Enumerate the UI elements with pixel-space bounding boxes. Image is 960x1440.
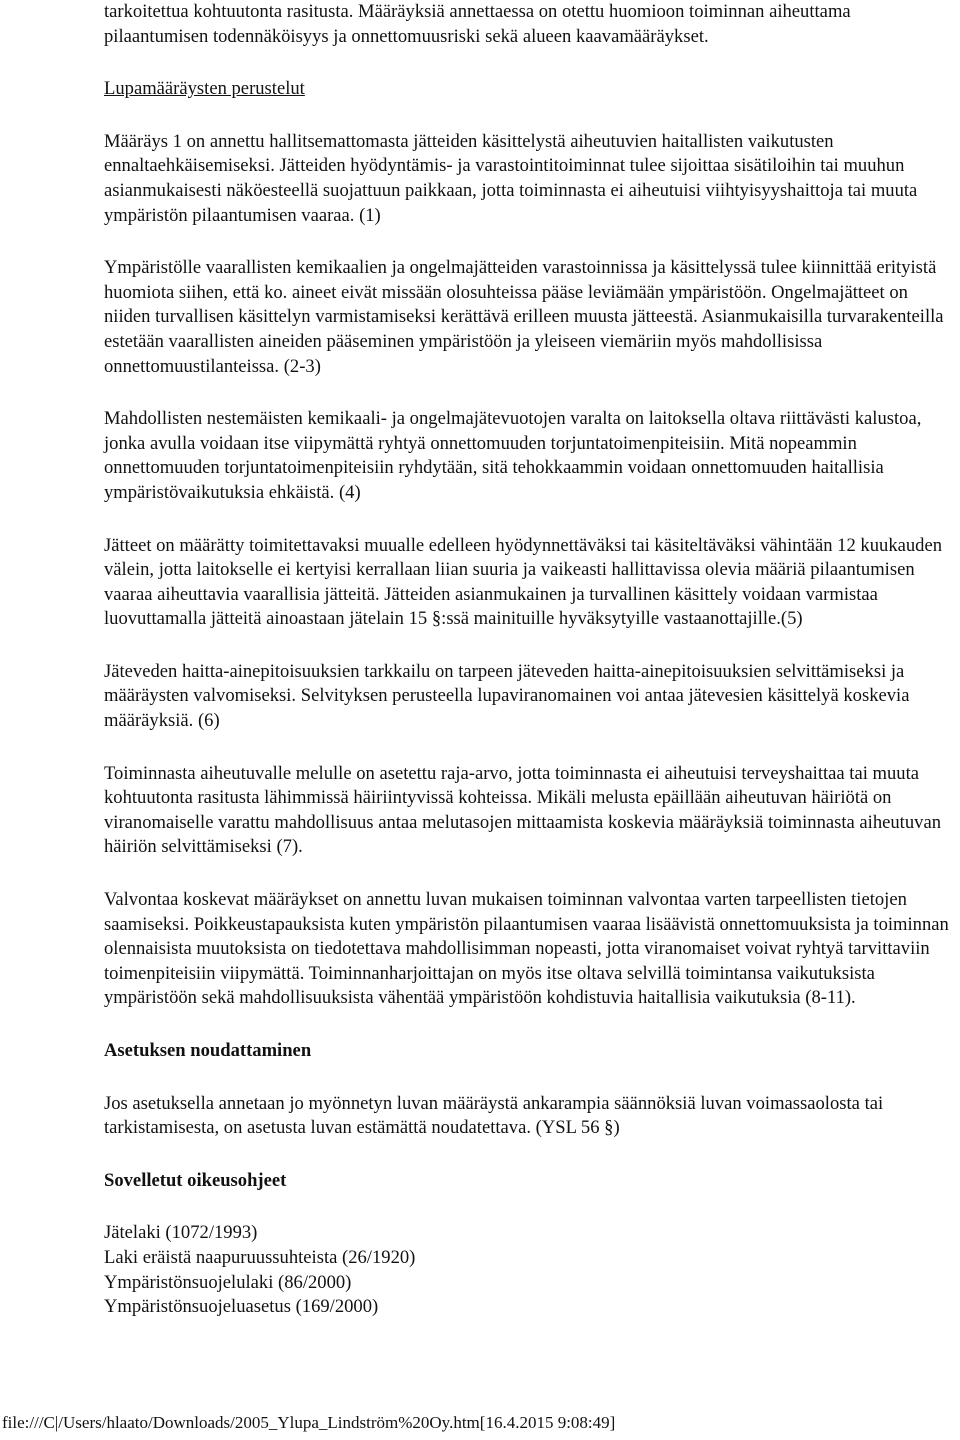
compliance-heading: Asetuksen noudattaminen xyxy=(104,1040,312,1061)
paragraph-2: Ympäristölle vaarallisten kemikaalien ja ongelmajätteiden varastoinnissa ja käsittelyssä tulee kiinnittää erityistä huomiota siihen, että ko. aineet eivät missään olosuhteissa pääse leviämään ympäristöön. Ongelmajätteet on niiden turvallisen käsittelyn varmistamiseksi kerättävä erilleen muusta jätteestä. Asianmukaisilla turvarakenteilla estetään vaarallisten aineiden pääseminen ympäristöön ja yleiseen viemäriin myös mahdollisissa onnettomuustilanteissa. (2-3) xyxy=(104,257,944,377)
document-page xyxy=(104,0,950,1320)
section-title: Lupamääräysten perustelut xyxy=(104,78,305,100)
legal-item: Ympäristönsuojeluasetus (169/2000) xyxy=(104,1296,379,1318)
legal-list xyxy=(104,1221,950,1319)
paragraph-1: Määräys 1 on annettu hallitsemattomasta jätteiden käsittelystä aiheutuvien haitallisten vaikutusten ennaltaehkäisemiseksi. Jätteiden hyödyntämis- ja varastointitoiminnat tulee sijoittaa sisätiloihin tai muuhun asianmukaisesti näköesteellä suojattuun paikkaan, jotta toiminnasta ei aiheutuisi viihtyisyyshaittoja tai muuta ympäristön pilaantumisen vaaraa. (1) xyxy=(104,130,918,226)
paragraph-3: Mahdollisten nestemäisten kemikaali- ja ongelmajätevuotojen varalta on laitoksella oltava riittävästi kalustoa, jonka avulla voidaan itse viipymättä ryhtyä onnettomuuden torjuntatoimenpiteisiin. Mitä nopeammin onnettomuuden torjuntatoimenpiteisiin ryhdytään, sitä tehokkaammin voidaan onnettomuuden haitallisia ympäristövaikutuksia ehkäistä. (4) xyxy=(104,408,922,503)
paragraph-6: Toiminnasta aiheutuvalle melulle on asetettu raja-arvo, jotta toiminnasta ei aiheutuisi terveyshaittaa tai muuta kohtuutonta rasitusta lähimmissä häiriintyvissä kohteissa. Mikäli melusta epäillään aiheutuvan häiriötä on viranomaiselle varattu mahdollisuus antaa melutasojen mittaamista koskevia määräyksiä toiminnasta aiheutuvan häiriön selvittämiseksi (7). xyxy=(104,762,941,858)
intro-continuation: tarkoitettua kohtuutonta rasitusta. Määräyksiä annettaessa on otettu huomioon toiminnan aiheuttama pilaantumisen todennäköisyys ja onnettomuusriski sekä alueen kaavamääräykset. xyxy=(104,1,851,47)
paragraph-5: Jäteveden haitta-ainepitoisuuksien tarkkailu on tarpeen jäteveden haitta-ainepitoisuuksien selvittämiseksi ja määräysten valvomiseksi. Selvityksen perusteella lupaviranomainen voi antaa jätevesien käsittelyä koskevia määräyksiä. (6) xyxy=(104,660,910,732)
paragraph-4: Jätteet on määrätty toimitettavaksi muualle edelleen hyödynnettäväksi tai käsiteltäväksi vähintään 12 kuukauden välein, jotta laitokselle ei kertyisi kerrallaan liian suuria ja vaikeasti hallittavissa olevia määriä pilaantumisen vaaraa aiheuttavia vaarallisia jätteitä. Jätteiden asianmukainen ja turvallinen käsittely voidaan varmistaa luovuttamalla jätteitä ainoastaan jätelain 15 §:ssä mainituille hyväksytyille vastaanottajille.(5) xyxy=(104,534,943,630)
legal-item: Ympäristönsuojelulaki (86/2000) xyxy=(104,1271,352,1293)
paragraph-7: Valvontaa koskevat määräykset on annettu luvan mukaisen toiminnan valvontaa varten tarpeellisten tietojen saamiseksi. Poikkeustapauksista kuten ympäristön pilaantumisen vaaraa lisäävistä onnettomuuksista ja toiminnan olennaisista muutoksista on tiedotettava mahdollisimman nopeasti, jotta viranomaiset voivat ryhtyä tarvittaviin toimenpiteisiin viipymättä. Toiminnanharjoittajan on myös itse oltava selvillä toimintansa vaikutuksista ympäristöön sekä mahdollisuuksista vähentää ympäristöön kohdistuvia haitallisia vaikutuksia (8-11). xyxy=(104,889,949,1009)
legal-heading: Sovelletut oikeusohjeet xyxy=(104,1169,287,1191)
legal-item: Jätelaki (1072/1993) xyxy=(104,1222,258,1244)
legal-item: Laki eräistä naapuruussuhteista (26/1920) xyxy=(104,1246,416,1268)
print-footer-path: file:///C|/Users/hlaato/Downloads/2005_Ylupa_Lindström%20Oy.htm[16.4.2015 9:08:49] xyxy=(2,1413,616,1432)
compliance-text: Jos asetuksella annetaan jo myönnetyn luvan määräystä ankarampia säännöksiä luvan voimassaolosta tai tarkistamisesta, on asetusta luvan estämättä noudatettava. (YSL 56 §) xyxy=(104,1092,884,1139)
